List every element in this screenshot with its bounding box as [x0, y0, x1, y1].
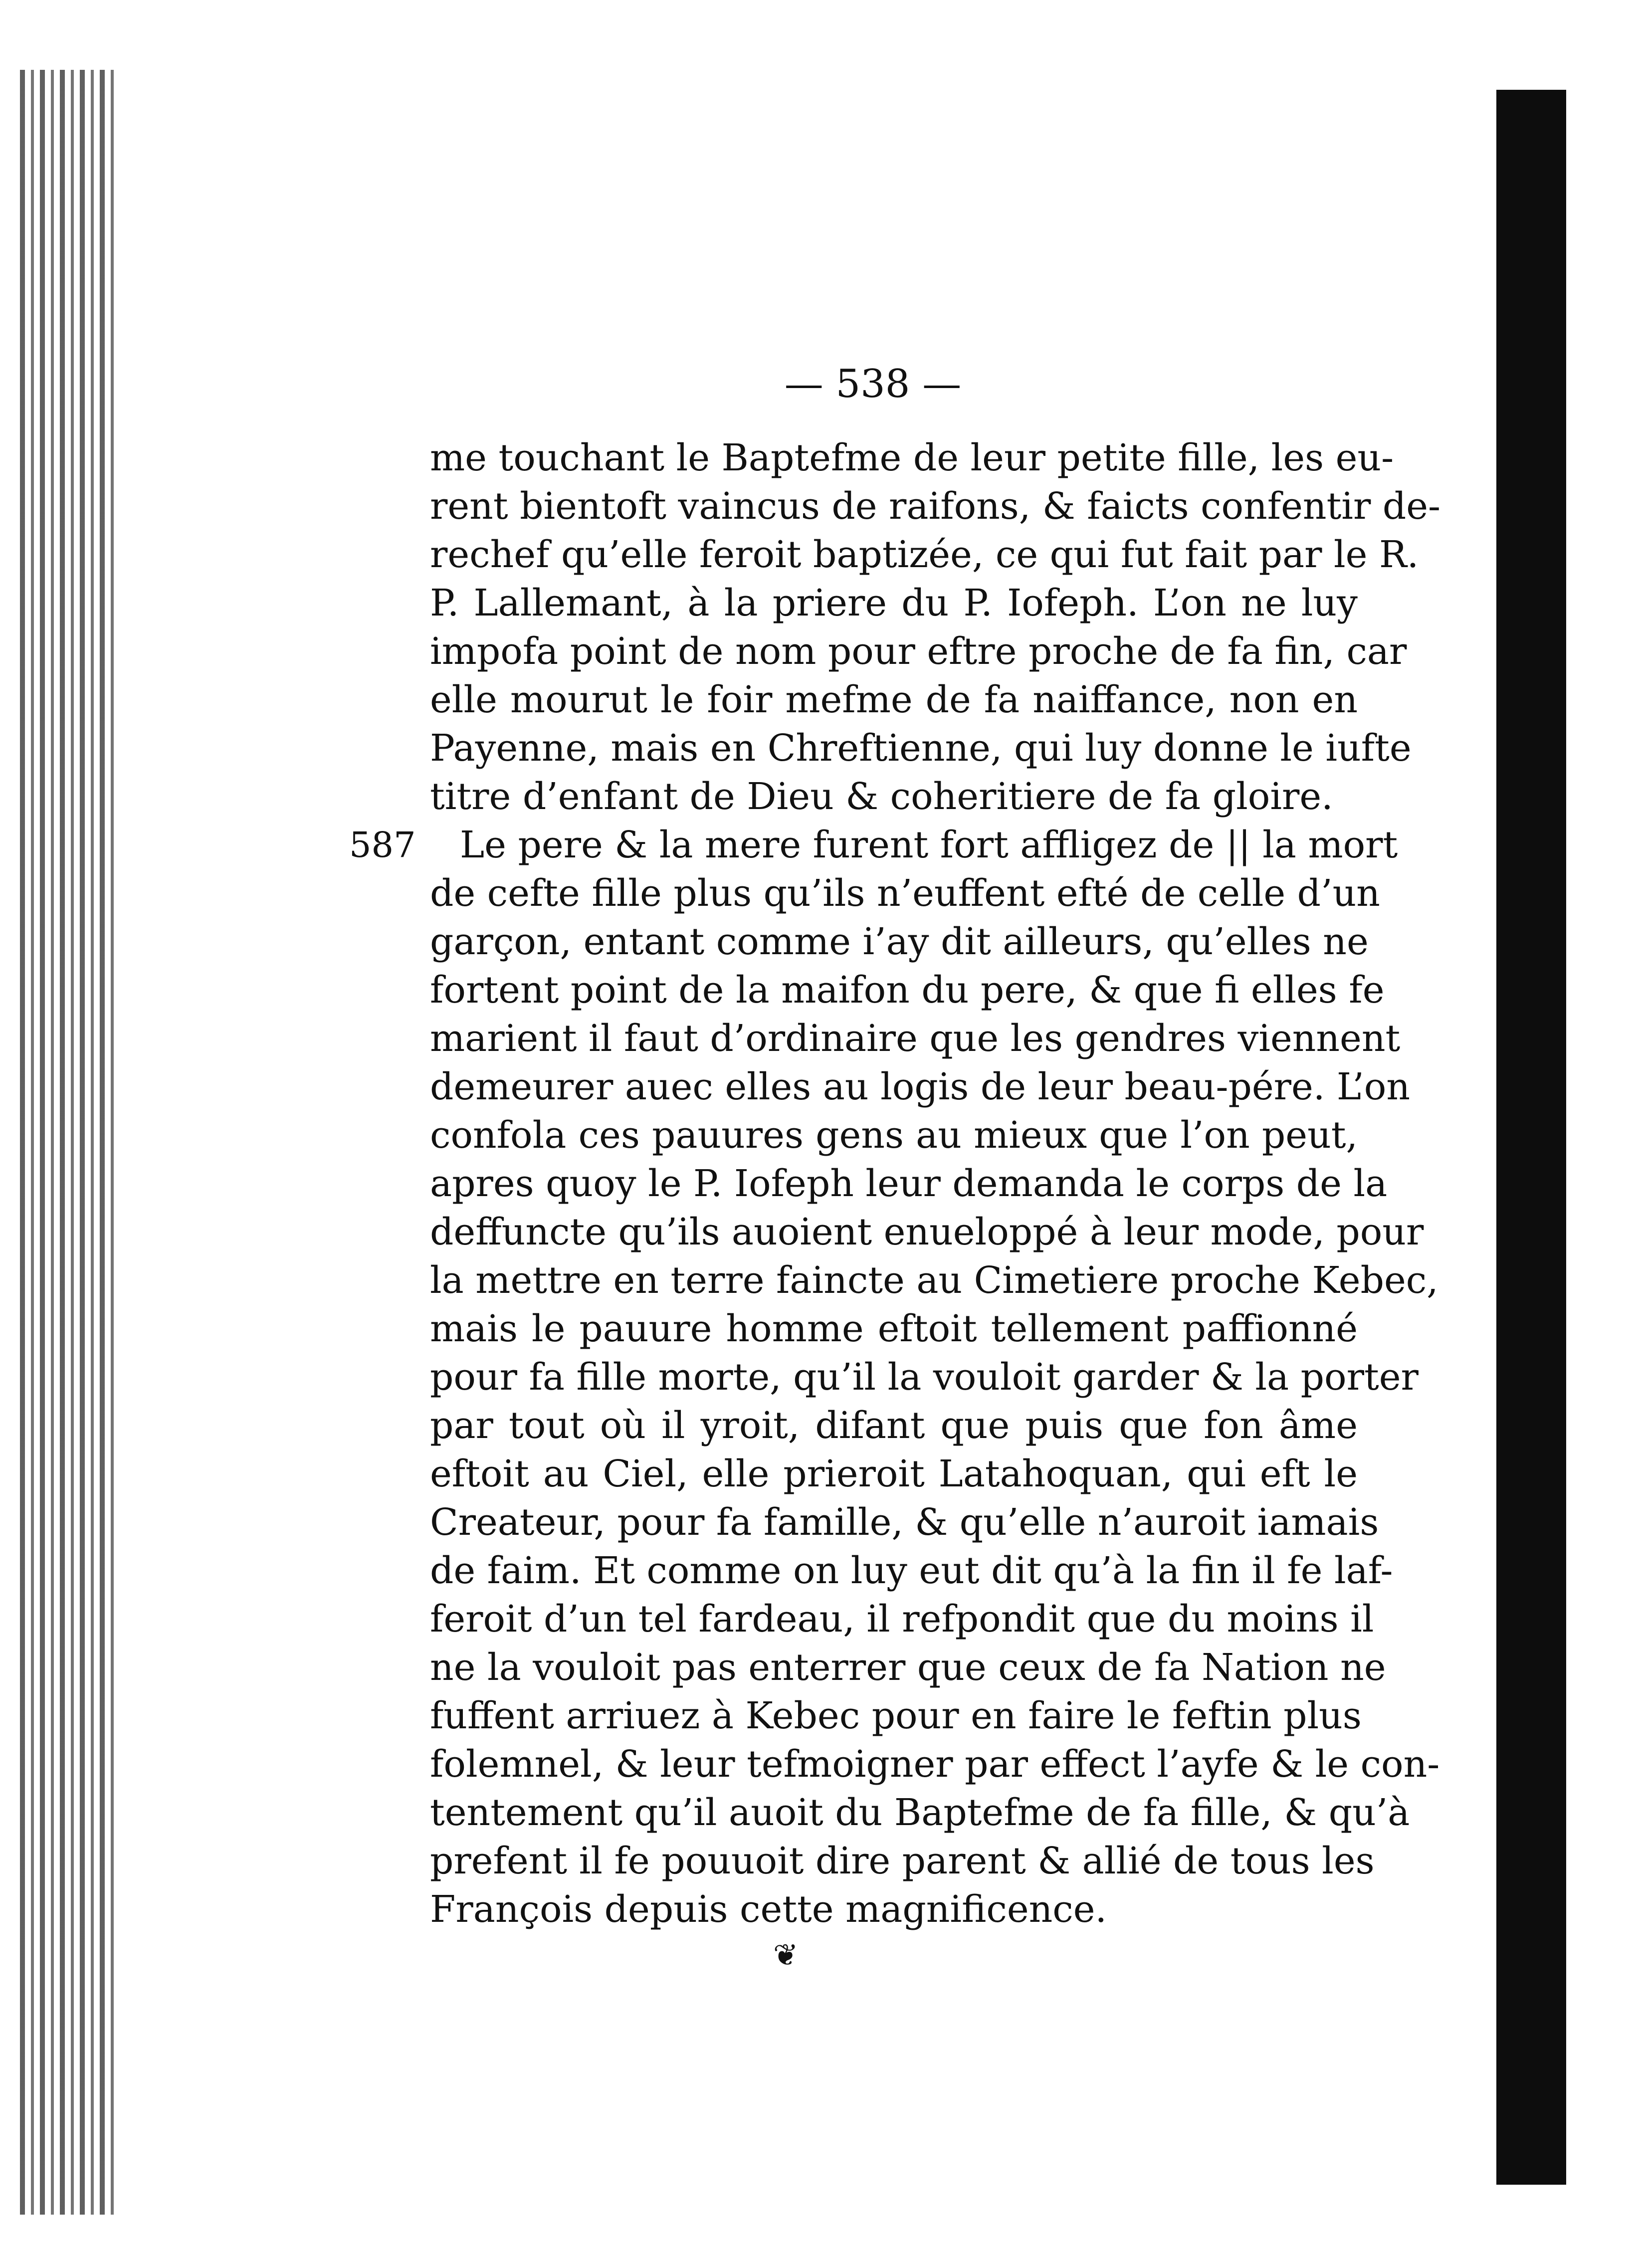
- text-line: de faim. Et comme on luy eut dit qu’à la fin il fe laf-: [430, 1549, 1393, 1592]
- text-line: impofa point de nom pour eftre proche de fa fin, car: [430, 630, 1407, 673]
- scan-left-edge: [20, 70, 115, 2215]
- text-line: fortent point de la maifon du pere, & que fi elles fe: [430, 969, 1385, 1012]
- paragraph-2: [430, 821, 1440, 1934]
- text-line: Le pere & la mere furent fort affligez de || la mort: [460, 824, 1398, 866]
- text-line: P. Lallemant, à la priere du P. Iofeph. L’on ne luy: [430, 582, 1358, 624]
- page-number: — 538 —: [784, 362, 962, 407]
- text-line: apres quoy le P. Iofeph leur demanda le corps de la: [430, 1162, 1388, 1205]
- text-line: feroit d’un tel fardeau, il refpondit que du moins il: [430, 1598, 1374, 1641]
- text-line: par tout où il yroit, difant que puis que fon âme: [430, 1404, 1358, 1447]
- text-line: confola ces pauures gens au mieux que l’on peut,: [430, 1114, 1358, 1157]
- text-line: Payenne, mais en Chreftienne, qui luy donne le iufte: [430, 727, 1412, 770]
- text-line: marient il faut d’ordinaire que les gendres viennent: [430, 1017, 1401, 1060]
- text-line: demeurer auec elles au logis de leur beau-pére. L’on: [430, 1065, 1411, 1108]
- text-line: elle mourut le foir mefme de fa naiffance, non en: [430, 678, 1358, 721]
- text-line: deffuncte qu’ils auoient enueloppé à leur mode, pour: [430, 1211, 1424, 1253]
- scan-right-edge: [1496, 90, 1566, 2185]
- text-line: pour fa fille morte, qu’il la vouloit garder & la porter: [430, 1356, 1419, 1399]
- text-line: fuffent arriuez à Kebec pour en faire le feftin plus: [430, 1694, 1362, 1737]
- margin-page-number: 587: [349, 825, 416, 865]
- text-line: garçon, entant comme i’ay dit ailleurs, qu’elles ne: [430, 920, 1369, 963]
- text-line: François depuis cette magnificence.: [430, 1888, 1107, 1931]
- text-line: tentement qu’il auoit du Baptefme de fa fille, & qu’à: [430, 1791, 1410, 1834]
- text-line: folemnel, & leur tefmoigner par effect l’ayfe & le con-: [430, 1743, 1440, 1786]
- paragraph-1: [430, 434, 1441, 821]
- text-line: prefent il fe pouuoit dire parent & allié de tous les: [430, 1840, 1375, 1882]
- text-line: rechef qu’elle feroit baptizée, ce qui fut fait par le R.: [430, 533, 1419, 576]
- text-line: Createur, pour fa famille, & qu’elle n’auroit iamais: [430, 1501, 1379, 1544]
- text-line: la mettre en terre faincte au Cimetiere proche Kebec,: [430, 1259, 1438, 1302]
- text-line: me touchant le Baptefme de leur petite fille, les eu-: [430, 436, 1394, 479]
- text-line: mais le pauure homme eftoit tellement paffionné: [430, 1307, 1358, 1350]
- text-line: ne la vouloit pas enterrer que ceux de fa Nation ne: [430, 1646, 1386, 1689]
- text-line: rent bientoft vaincus de raifons, & faicts confentir de-: [430, 485, 1441, 528]
- text-line: titre d’enfant de Dieu & coheritiere de fa gloire.: [430, 775, 1333, 818]
- text-line: de cefte fille plus qu’ils n’euffent efté de celle d’un: [430, 872, 1380, 915]
- text-line: eftoit au Ciel, elle prieroit Latahoquan, qui eft le: [430, 1452, 1358, 1495]
- ornament-icon: ❦: [773, 1938, 799, 1973]
- body-text: [430, 434, 1441, 1934]
